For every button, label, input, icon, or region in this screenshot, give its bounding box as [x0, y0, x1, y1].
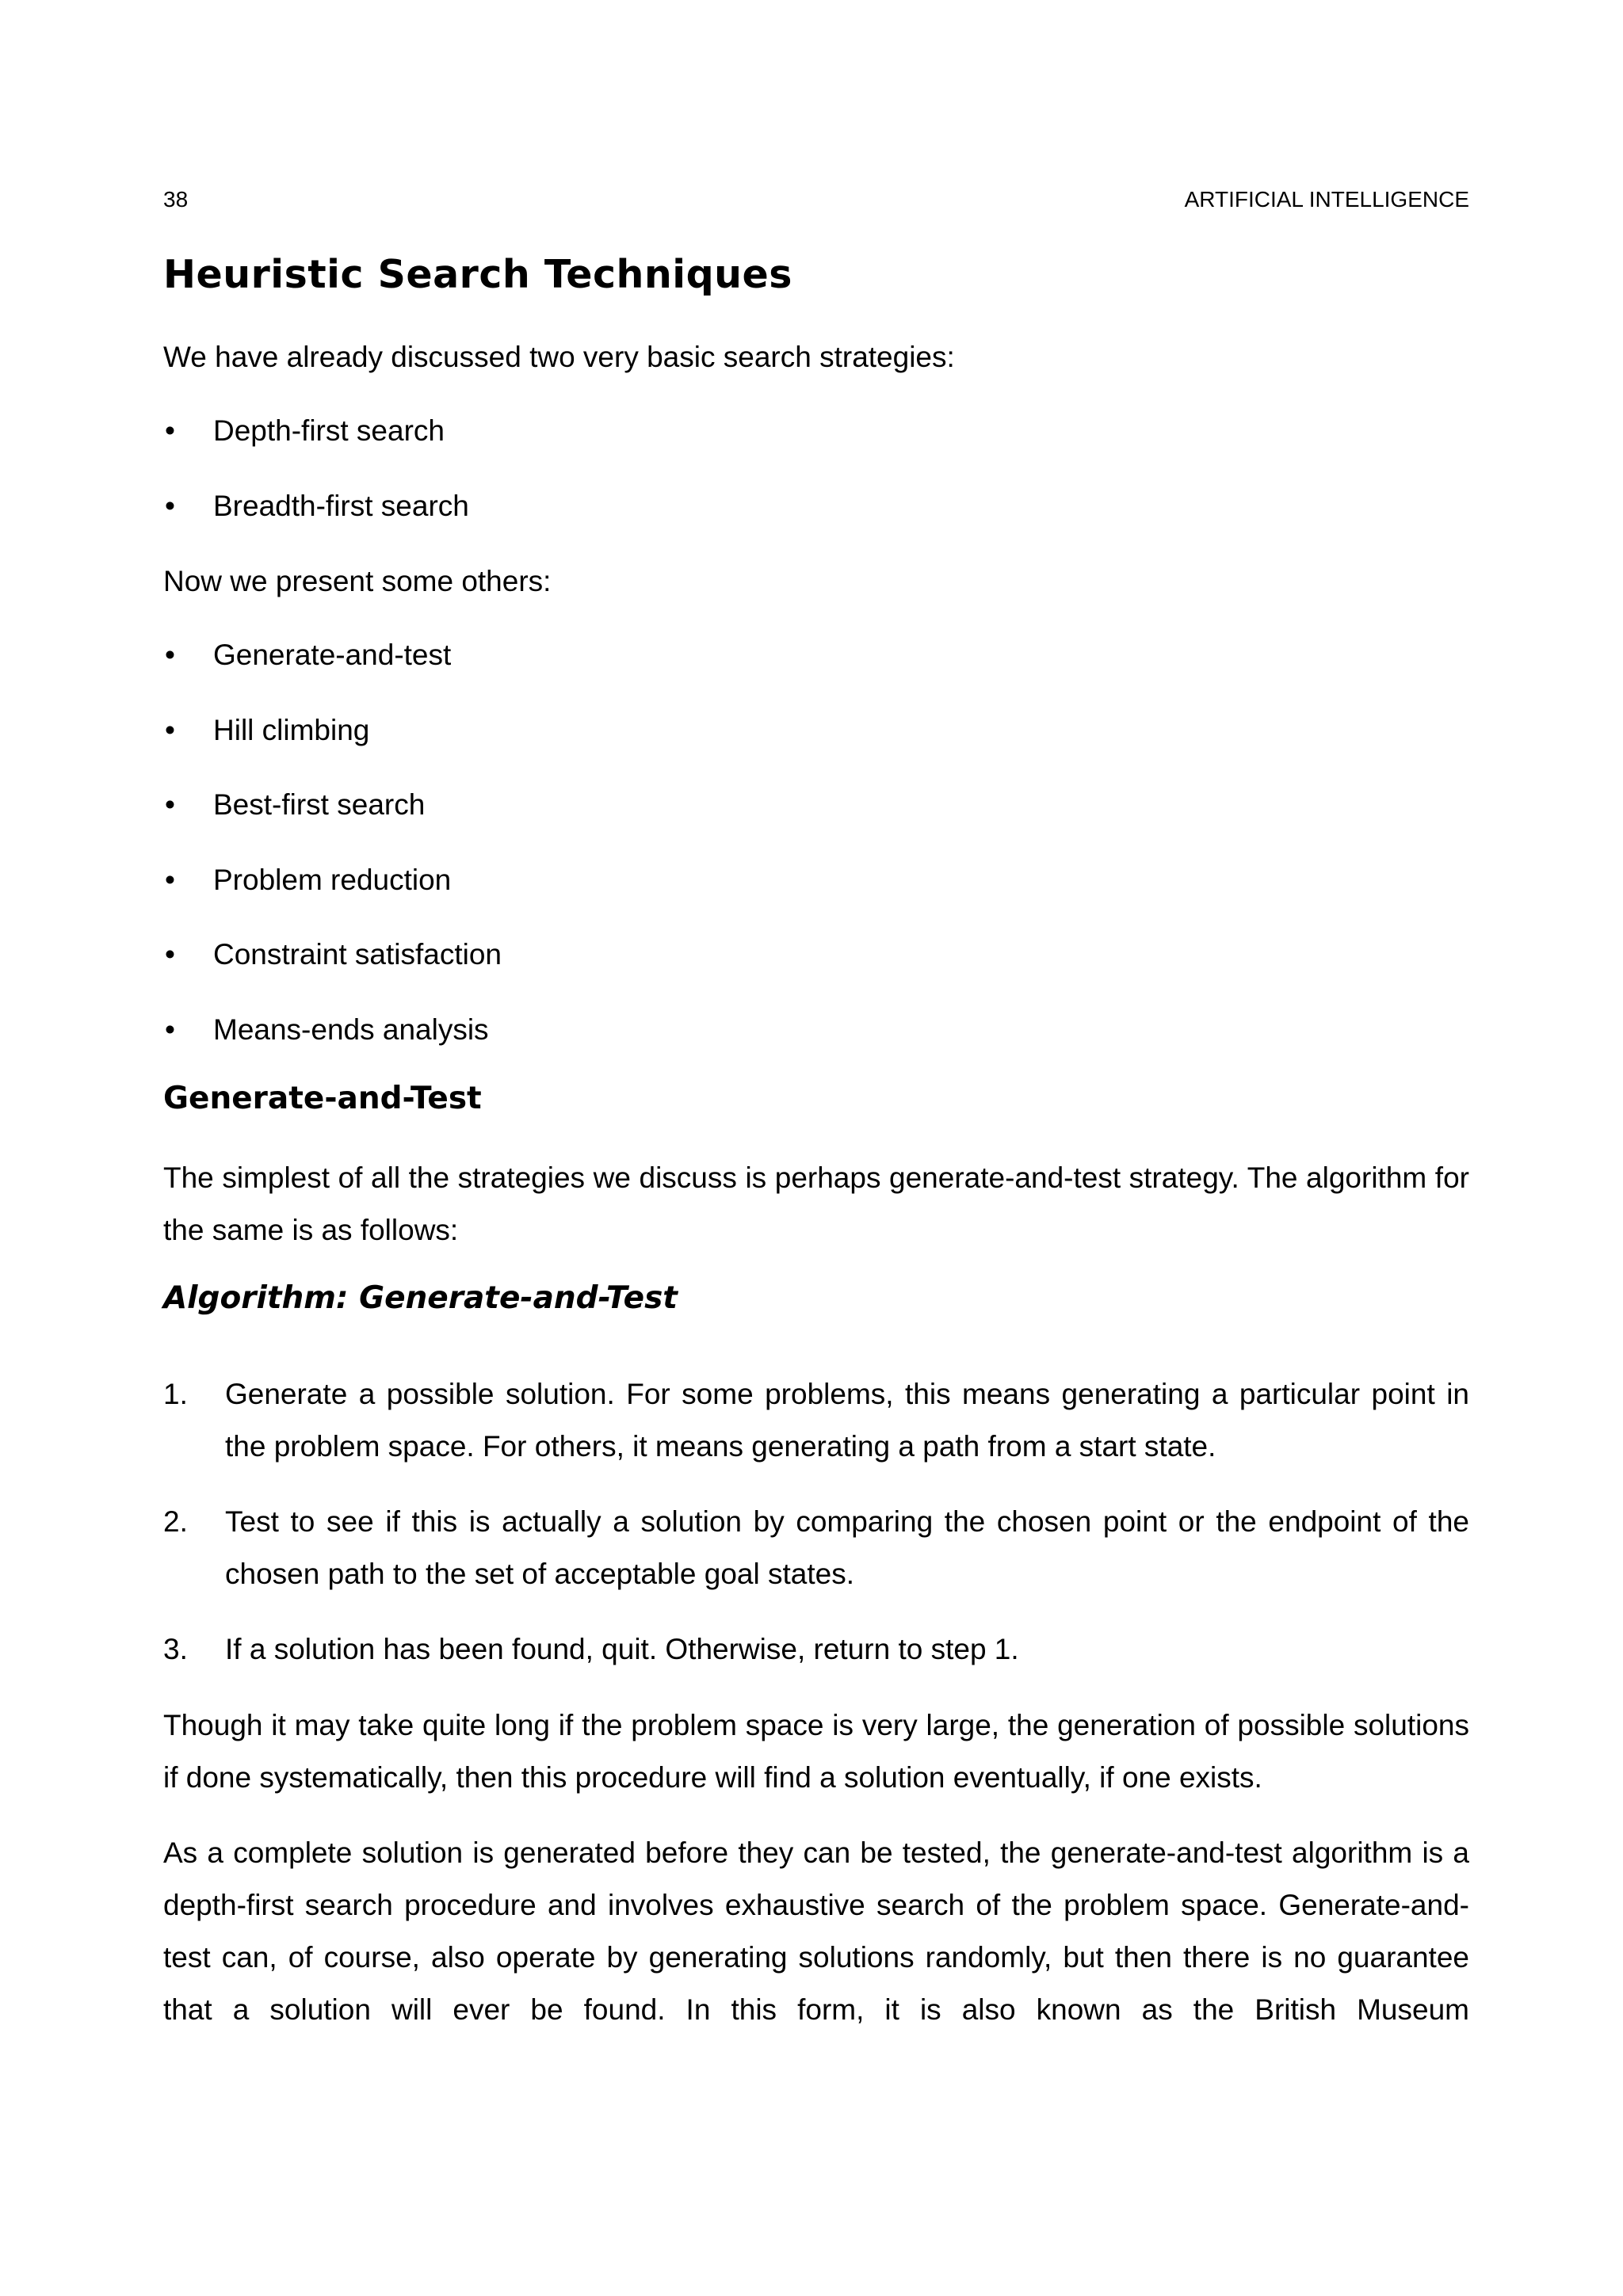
algorithm-step — [163, 1623, 1469, 1676]
bullet-icon: • — [165, 714, 175, 746]
step-text: Generate a possible solution. For some problems, this means generating a particular point in the problem space. For others, it means generating a path from a start state. — [225, 1378, 1469, 1463]
list-item-text: Best-first search — [213, 788, 426, 821]
subsection-intro-paragraph: The simplest of all the strategies we discuss is perhaps generate-and-test strategy. The algorithm for the same is as follows: — [163, 1161, 1469, 1246]
bullet-icon: • — [165, 490, 175, 522]
running-header — [163, 187, 1469, 219]
section-title: Heuristic Search Techniques — [163, 252, 792, 297]
list-item-text: Hill climbing — [213, 714, 370, 746]
running-title: ARTIFICIAL INTELLIGENCE — [1184, 187, 1469, 212]
algorithm-step — [163, 1368, 1469, 1473]
list-item-text: Constraint satisfaction — [213, 938, 502, 971]
bullet-icon: • — [165, 639, 175, 671]
body-paragraph: Though it may take quite long if the problem space is very large, the generation of possible solutions if done systematically, then this procedure will find a solution eventually, if one exists. — [163, 1709, 1469, 1794]
others-intro-paragraph: Now we present some others: — [163, 565, 552, 597]
bullet-icon: • — [165, 788, 175, 821]
list-item-text: Depth-first search — [213, 414, 445, 447]
step-number: 1. — [163, 1378, 188, 1410]
subsection-title: Generate-and-Test — [163, 1081, 482, 1116]
page-number: 38 — [163, 187, 189, 212]
bullet-icon: • — [165, 864, 175, 896]
step-text: If a solution has been found, quit. Otherwise, return to step 1. — [225, 1633, 1019, 1665]
list-item-text: Means-ends analysis — [213, 1013, 489, 1046]
list-item-text: Breadth-first search — [213, 490, 469, 522]
step-number: 3. — [163, 1633, 188, 1665]
bullet-icon: • — [165, 938, 175, 971]
body-paragraph: As a complete solution is generated before they can be tested, the generate-and-test algorithm is a depth-first search procedure and involves exhaustive search of the problem space. Generate-and-test can, of course, also operate by generating solutions randomly, but then there is no guarantee that a solution will ever be found. In this form, it is also known as the British Museum — [163, 1836, 1469, 2026]
algorithm-title: Algorithm: Generate-and-Test — [163, 1280, 678, 1316]
list-item-text: Problem reduction — [213, 864, 452, 896]
step-text: Test to see if this is actually a solution by comparing the chosen point or the endpoint of the chosen path to the set of acceptable goal states. — [225, 1505, 1469, 1590]
bullet-icon: • — [165, 1013, 175, 1046]
algorithm-step — [163, 1496, 1469, 1600]
step-number: 2. — [163, 1505, 188, 1538]
list-item-text: Generate-and-test — [213, 639, 452, 671]
bullet-icon: • — [165, 414, 175, 447]
intro-paragraph: We have already discussed two very basic search strategies: — [163, 341, 955, 373]
